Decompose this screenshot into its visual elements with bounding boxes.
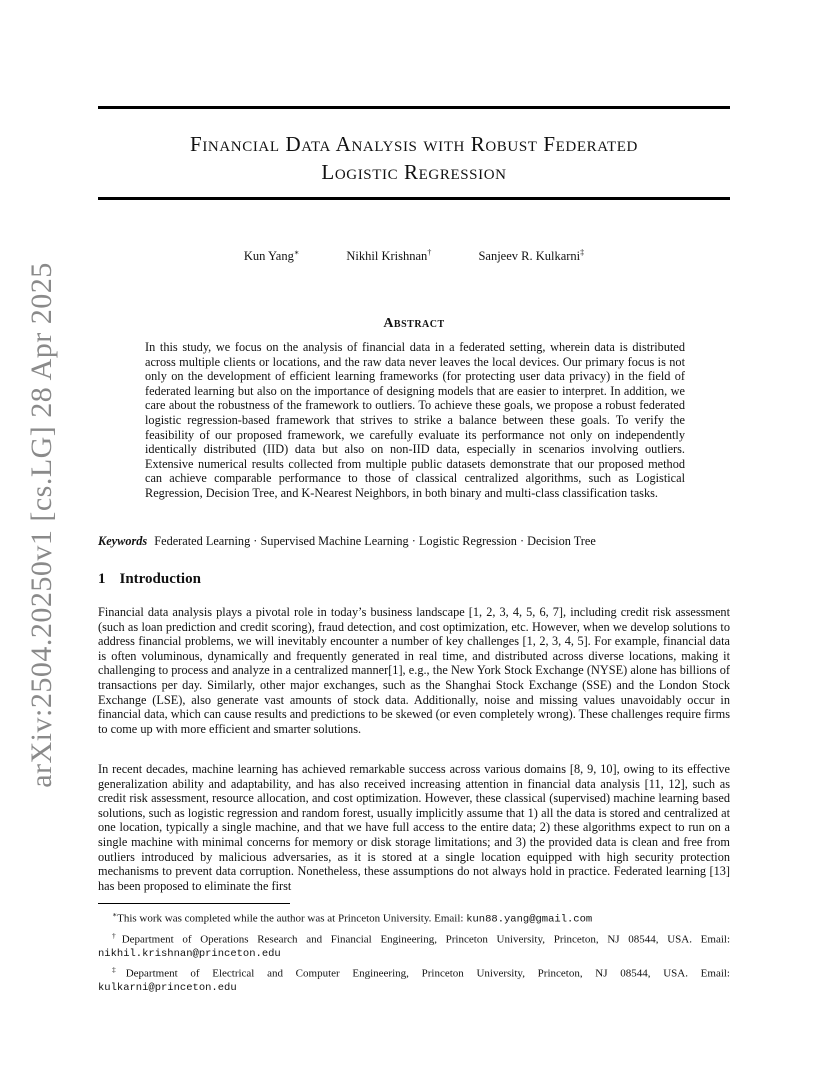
author-mark: ∗ [293,248,300,257]
author: Sanjeev R. Kulkarni‡ [478,248,585,264]
author-mark: † [427,248,432,257]
footnotes [98,908,730,997]
section-number: 1 [98,571,106,587]
keywords-list: Federated Learning · Supervised Machine Learning · Logistic Regression · Decision Tree [154,534,596,548]
footnote-rule [98,903,290,904]
email-link[interactable]: kulkarni@princeton.edu [98,981,237,994]
arxiv-stamp-text: arXiv:2504.20250v1 [cs.LG] 28 Apr 2025 [25,262,58,788]
email-link[interactable]: kun88.yang@gmail.com [466,913,593,926]
abstract-text: In this study, we focus on the analysis of financial data in a federated setting, wherein data is distributed across multiple clients or locations, and the raw data never leaves the local devices. Our primary focus is not only on the development of efficient learning frameworks (for protecting user data privacy) in the field of federated learning but also on the importance of designing models that are easier to interpret. In addition, we care about the robustness of the framework to outliers. To achieve these goals, we propose a robust federated logistic regression-based framework that strives to strike a balance between these goals. To verify the feasibility of our proposed framework, we carefully evaluate its performance not only on independently identically distributed (IID) data but also on non-IID data, especially in scenarios involving outliers. Extensive numerical results collected from multiple public datasets demonstrate that our proposed method can achieve comparable performance to those of classical centralized algorithms, such as Logistical Regression, Decision Tree, and K-Nearest Neighbors, in both binary and multi-class classification tasks. [145,340,685,500]
keywords [98,534,730,549]
arxiv-stamp [22,262,62,788]
author-mark: ‡ [580,248,585,257]
section-title: Introduction [119,571,201,587]
title-line-1: Financial Data Analysis with Robust Federated [190,132,638,156]
footnote: ∗This work was completed while the author was at Princeton University. Email: kun88.yang@gmail.com [112,910,593,926]
intro-paragraph-2: In recent decades, machine learning has achieved remarkable success across various domains [8, 9, 10], owing to its effective generalization ability and adaptability, and has also received increasing attention in financial data analysis [11, 12], such as credit risk assessment, resource allocation, and cost optimization. However, these classical (supervised) machine learning based solutions, such as logistic regression and random forest, usually implicitly assume that 1) all the data is stored and centralized at one location, typically a single machine, and that we have full access to the entire data; 2) these algorithms expect to run on a single machine with minimal concerns for memory or disk storage limitations; and 3) the provided data is clean and free from outliers introduced by malicious adversaries, as it is stored at a single location equipped with high security protection mechanisms to prevent data corruption. Nonetheless, these assumptions do not always hold in practice. Federated learning [13] has been proposed to eliminate the first [98,762,730,893]
author: Nikhil Krishnan† [346,248,432,264]
title-rule-top [98,106,730,109]
footnote: †Department of Operations Research and Financial Engineering, Princeton University, Princeton, NJ 08544, USA. Email: nikhil.krishnan@princeton.edu [98,930,730,960]
intro-paragraph-1: Financial data analysis plays a pivotal role in today’s business landscape [1, 2, 3, 4, 5, 6, 7], including credit risk assessment (such as loan prediction and credit scoring), fraud detection, and cost optimization, etc. However, when we develop solutions to address financial problems, we will inevitably encounter a number of key challenges [1, 2, 3, 4, 5]. For example, financial data is often voluminous, dynamically and frequently generated in real time, and distributed across diverse locations, making it challenging to process and analyze in a centralized manner[1], e.g., the New York Stock Exchange (NYSE) alone has billions of transactions per day. Similarly, other major exchanges, such as the Shanghai Stock Exchange (SSE) and the London Stock Exchange (LSE), also generate vast amounts of stock data. Additionally, noise and missing values unavoidably occur in financial data, which can cause results and predictions to be skewed (or even completely wrong). These challenges require firms to come up with more efficient and smarter solutions. [98,605,730,736]
author-list [98,248,730,264]
title-rule-bottom [98,197,730,200]
keywords-label: Keywords [98,534,148,548]
abstract-heading: Abstract [383,316,445,331]
email-link[interactable]: nikhil.krishnan@princeton.edu [98,947,281,960]
paper-title [98,130,730,186]
title-line-2: Logistic Regression [321,160,507,184]
section-heading [98,571,201,588]
footnote: ‡Department of Electrical and Computer Engineering, Princeton University, Princeton, NJ 08544, USA. Email: kulkarni@princeton.edu [98,964,730,994]
author: Kun Yang∗ [243,248,300,264]
